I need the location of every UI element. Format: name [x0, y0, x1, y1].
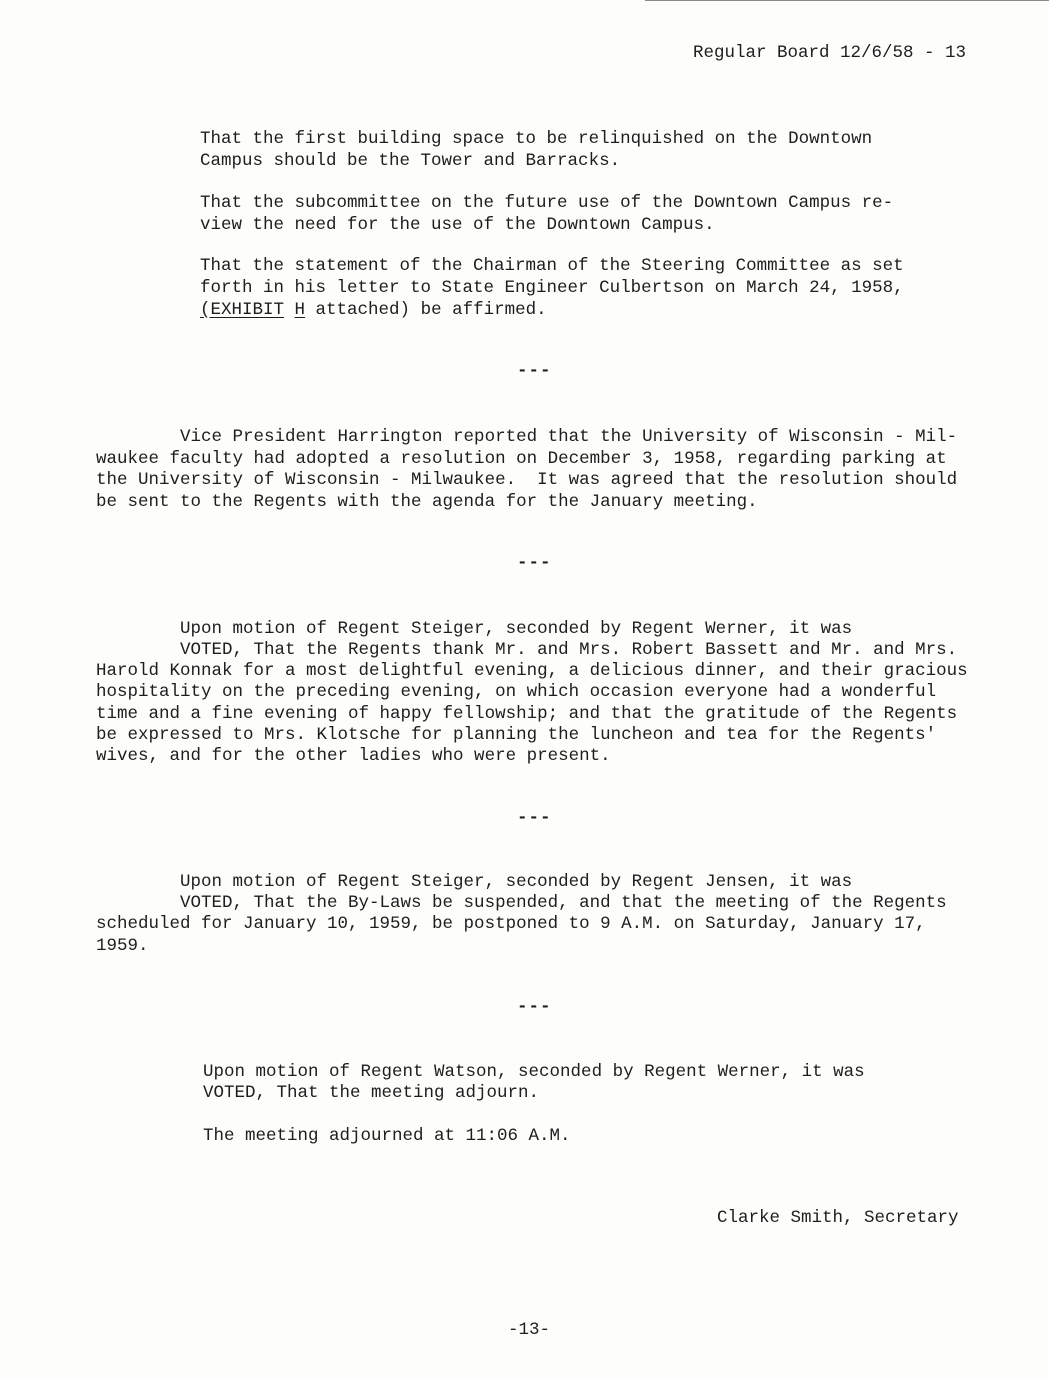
exhibit-rest: attached) be affirmed.: [305, 300, 547, 320]
item1-p3-line3: [200, 299, 547, 321]
item2-line4: be sent to the Regents with the agenda for the January meeting.: [96, 492, 758, 512]
item3-line5: time and a fine evening of happy fellowship; and that the gratitude of the Regents: [96, 704, 958, 724]
item4-line1: Upon motion of Regent Steiger, seconded by Regent Jensen, it was: [96, 872, 853, 892]
item1-p3-line2: forth in his letter to State Engineer Culbertson on March 24, 1958,: [200, 278, 904, 298]
item1-p1-line2: Campus should be the Tower and Barracks.: [200, 151, 621, 171]
item5-line1: Upon motion of Regent Watson, seconded by Regent Werner, it was: [203, 1062, 865, 1082]
item1-p2-line1: That the subcommittee on the future use of the Downtown Campus re-: [200, 193, 894, 213]
item3-line7: wives, and for the other ladies who were present.: [96, 746, 611, 766]
item3-line2: VOTED, That the Regents thank Mr. and Mrs. Robert Bassett and Mr. and Mrs.: [96, 640, 958, 660]
item5-line2: VOTED, That the meeting adjourn.: [203, 1083, 540, 1103]
adjournment-time: The meeting adjourned at 11:06 A.M.: [203, 1126, 571, 1146]
item3-line4: hospitality on the preceding evening, on which occasion everyone had a wonderful: [96, 682, 937, 702]
page-number: -13-: [508, 1320, 551, 1340]
item4-line3: scheduled for January 10, 1959, be postponed to 9 A.M. on Saturday, January 17,: [96, 914, 926, 934]
separator: ---: [517, 997, 552, 1017]
item1-p3-line1: That the statement of the Chairman of the Steering Committee as set: [200, 256, 904, 276]
item4-line4: 1959.: [96, 936, 149, 956]
top-rule: [645, 0, 1049, 1]
item3-line1: Upon motion of Regent Steiger, seconded by Regent Werner, it was: [96, 619, 853, 639]
exhibit-letter: H: [294, 300, 306, 320]
item2-line2: waukee faculty had adopted a resolution on December 3, 1958, regarding parking at: [96, 449, 947, 469]
separator: ---: [517, 553, 552, 573]
exhibit-reference: (EXHIBIT: [200, 300, 285, 320]
running-head: Regular Board 12/6/58 - 13: [693, 43, 967, 63]
item4-line2: VOTED, That the By-Laws be suspended, and that the meeting of the Regents: [96, 893, 947, 913]
item1-p1-line1: That the first building space to be relinquished on the Downtown: [200, 129, 873, 149]
separator: ---: [517, 808, 552, 828]
item3-line6: be expressed to Mrs. Klotsche for planning the luncheon and tea for the Regents': [96, 725, 937, 745]
item3-line3: Harold Konnak for a most delightful evening, a delicious dinner, and their gracious: [96, 661, 968, 681]
item2-line3: the University of Wisconsin - Milwaukee. It was agreed that the resolution should: [96, 470, 958, 490]
item2-line1: Vice President Harrington reported that the University of Wisconsin - Mil-: [96, 427, 958, 447]
secretary-signature: Clarke Smith, Secretary: [717, 1208, 959, 1228]
separator: ---: [517, 361, 552, 381]
item1-p2-line2: view the need for the use of the Downtown Campus.: [200, 215, 715, 235]
